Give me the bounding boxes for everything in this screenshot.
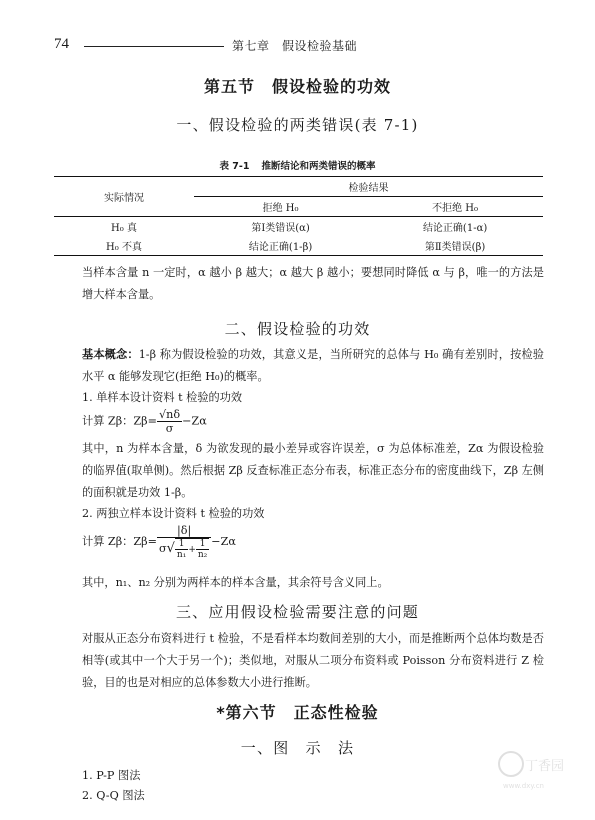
table-header-reject: 拒绝 H₀ — [194, 197, 367, 217]
formula-calc-label: 计算 Zβ：Zβ= — [82, 535, 157, 548]
concept-text: 1-β 称为假设检验的功效，其意义是，当所研究的总体与 H₀ 确有差别时，按检验水平 α 能够发现它(拒绝 H₀)的概率。 — [82, 348, 544, 383]
formula-inv-n2 — [196, 539, 209, 560]
formula-one: 1 — [196, 539, 209, 550]
formula-tail: −Zα — [211, 535, 236, 548]
subsection-title-power: 二、假设检验的功效 — [224, 320, 371, 338]
table-cell-reject: 结论正确(1-β) — [194, 236, 367, 256]
formula-n2: n₂ — [197, 550, 208, 560]
formula-denominator: σ — [165, 422, 174, 435]
formula-two-sample — [82, 524, 236, 560]
formula-plus: + — [188, 545, 196, 555]
table-header-result: 检验结果 — [194, 177, 543, 197]
section-title-normality: *第六节 正态性检验 — [216, 703, 379, 722]
item-two-sample-title: 2. 两独立样本设计资料 t 检验的功效 — [82, 507, 265, 520]
formula-one: 1 — [175, 539, 188, 550]
paragraph-two-sample-desc: 其中，n₁、n₂ 分别为两样本的样本含量，其余符号含义同上。 — [82, 576, 389, 589]
page-number: 74 — [54, 36, 69, 52]
section-title: 第五节 假设检验的功效 — [203, 77, 391, 96]
table-row — [54, 217, 543, 237]
paragraph-sample-size: 当样本含量 n 一定时，α 越小 β 越大；α 越大 β 越小；要想同时降低 α 与 β，唯一的方法是增大样本含量。 — [82, 266, 544, 301]
item-pp-plot: 1. P-P 图法 — [82, 769, 141, 782]
watermark-url: www.dxy.cn — [503, 782, 544, 790]
error-table — [54, 176, 543, 256]
formula-numerator: |δ| — [157, 524, 211, 538]
formula-denominator: σ√ $\frac{1}{\text{n₁}}$ + $\frac{1}{\text{n₂}}$ — [158, 539, 208, 560]
header-rule — [84, 46, 224, 47]
table-header-actual: 实际情况 — [54, 177, 194, 217]
subsection-title-notes: 三、应用假设检验需要注意的问题 — [175, 603, 419, 621]
table-row — [54, 236, 543, 256]
watermark-logo — [495, 742, 565, 792]
table-cell-actual: H₀ 真 — [54, 217, 194, 237]
formula-tail: −Zα — [182, 414, 207, 428]
table-cell-not-reject: 结论正确(1-α) — [367, 217, 543, 237]
watermark-icon — [495, 742, 565, 792]
paragraph-one-sample-desc: 其中，n 为样本含量，δ 为欲发现的最小差异或容许误差，σ 为总体标准差，Zα 为假设检验的临界值(取单侧)。然后根据 Zβ 反查标准正态分布表，标准正态分布的密度曲线下，Zβ 左侧的面积就是功效 1-β。 — [82, 442, 544, 499]
item-qq-plot: 2. Q-Q 图法 — [82, 789, 145, 802]
paragraph-notes: 对服从正态分布资料进行 t 检验，不是看样本均数间差别的大小，而是推断两个总体均数是否相等(或其中一个大于另一个)；类似地，对服从二项分布资料或 Poisson 分布资料进行 Z 检验，目的也是对相应的总体参数大小进行推断。 — [82, 632, 544, 689]
table-header-not-reject: 不拒绝 H₀ — [367, 197, 543, 217]
table-cell-reject: 第Ⅰ类错误(α) — [194, 217, 367, 237]
formula-one-sample — [82, 408, 207, 435]
paragraph-basic-concept — [82, 344, 544, 388]
table-caption — [0, 158, 595, 172]
formula-fraction — [157, 524, 211, 560]
table-cell-actual: H₀ 不真 — [54, 236, 194, 256]
formula-calc-label: 计算 Zβ：Zβ= — [82, 414, 157, 428]
subsection-title-graphic: 一、图 示 法 — [240, 739, 355, 757]
chapter-title: 第七章 假设检验基础 — [232, 39, 358, 53]
table-cell-not-reject: 第Ⅱ类错误(β) — [367, 236, 543, 256]
item-one-sample-title: 1. 单样本设计资料 t 检验的功效 — [82, 391, 243, 404]
table-caption-text: 推断结论和两类错误的概率 — [261, 161, 376, 172]
formula-n1: n₁ — [176, 550, 187, 560]
running-header — [54, 36, 554, 56]
table-caption-number: 表 7-1 — [219, 161, 250, 172]
formula-inv-n1 — [175, 539, 188, 560]
formula-numerator: √nδ — [158, 408, 181, 421]
subsection-title-errors: 一、假设检验的两类错误(表 7-1) — [176, 116, 419, 134]
watermark-brand: 丁香园 — [525, 759, 565, 774]
formula-sqrt-body — [175, 538, 209, 560]
concept-label: 基本概念： — [82, 348, 139, 361]
formula-fraction — [157, 408, 182, 435]
formula-sigma: σ — [158, 542, 167, 555]
